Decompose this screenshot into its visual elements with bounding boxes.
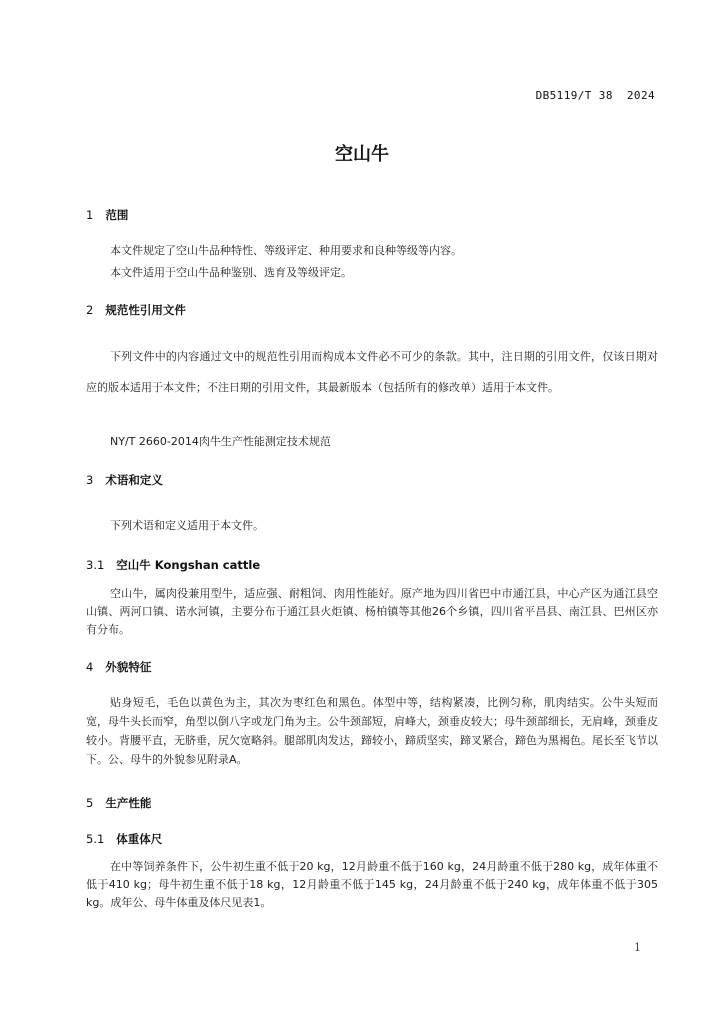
normative-references-paragraph: 下列文件中的内容通过文中的规范性引用而构成本文件必不可少的条款。其中，注日期的引用文件，仅该日期对应的版本适用于本文件；不注日期的引用文件，其最新版本（包括所有的修改单）适用于本文件。 — [86, 350, 658, 394]
section-heading-1 — [86, 207, 128, 223]
page-number: 1 — [634, 941, 641, 954]
section-title: 体重体尺 — [116, 832, 163, 846]
section-number: 3 — [86, 473, 94, 487]
section-title: 空山牛 Kongshan cattle — [116, 558, 261, 572]
appearance-paragraph: 贴身短毛，毛色以黄色为主，其次为枣红色和黑色。体型中等，结构紧凑，比例匀称，肌肉结实。公牛头短而宽，母牛头长而窄，角型以倒八字或龙门角为主。公牛颈部短，肩峰大，颈垂皮较大；母牛颈部细长，无肩峰，颈垂皮较小。背腰平直，无脐垂，尻欠宽略斜。腿部肌肉发达，蹄较小，蹄质坚实，蹄叉紧合，蹄色为黑褐色。尾长至飞节以下。公、母牛的外貌参见附录A。 — [86, 696, 658, 766]
scope-line-2: 本文件适用于空山牛品种鉴别、选育及等级评定。 — [110, 266, 352, 279]
section-title: 术语和定义 — [105, 473, 163, 487]
section-heading-3-1 — [86, 557, 260, 573]
section-title: 规范性引用文件 — [105, 303, 186, 317]
section-heading-5-1 — [86, 831, 162, 847]
section-heading-5 — [86, 795, 151, 811]
reference-item: NY/T 2660-2014肉牛生产性能测定技术规范 — [110, 435, 331, 448]
definition-paragraph: 空山牛，属肉役兼用型牛，适应强、耐粗饲、肉用性能好。原产地为四川省巴中市通江县，中心产区为通江县空山镇、两河口镇、诺水河镇，主要分布于通江县火炬镇、杨柏镇等其他26个乡镇，四川省平昌县、南江县、巴州区亦有分布。 — [86, 587, 658, 636]
section-title: 范围 — [105, 208, 129, 222]
section-number: 4 — [86, 660, 94, 674]
section-number: 5.1 — [86, 832, 105, 846]
section-number: 1 — [86, 208, 94, 222]
section-number: 2 — [86, 303, 94, 317]
terms-intro: 下列术语和定义适用于本文件。 — [110, 519, 264, 532]
section-heading-2 — [86, 302, 186, 318]
scope-line-1: 本文件规定了空山牛品种特性、等级评定、种用要求和良种等级等内容。 — [110, 244, 462, 257]
section-heading-3 — [86, 472, 163, 488]
section-number: 5 — [86, 796, 94, 810]
document-code: DB5119/T 38 2024 — [535, 89, 655, 102]
document-title: 空山牛 — [335, 144, 389, 165]
section-heading-4 — [86, 659, 151, 675]
section-number: 3.1 — [86, 558, 105, 572]
section-title: 外貌特征 — [105, 660, 152, 674]
weight-size-paragraph: 在中等饲养条件下，公牛初生重不低于20 kg，12月龄重不低于160 kg，24月龄重不低于280 kg，成年体重不低于410 kg；母牛初生重不低于18 kg，12月龄重不低于145 kg，24月龄重不低于240 kg，成年体重不低于305 kg。成年公、母牛体重及体尺见表1。 — [86, 860, 658, 909]
section-title: 生产性能 — [105, 796, 152, 810]
